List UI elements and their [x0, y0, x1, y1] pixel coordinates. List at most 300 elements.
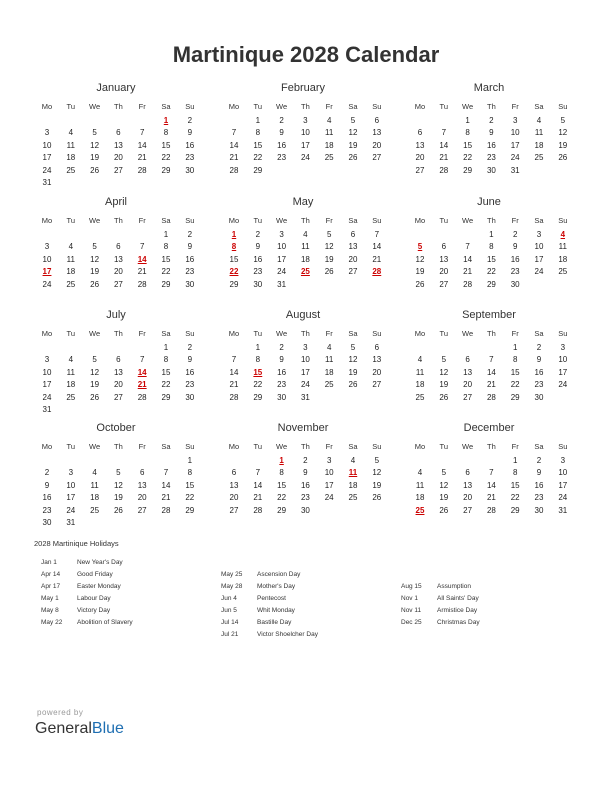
day-cell: 13 [372, 128, 382, 138]
day-cell: 15 [463, 140, 473, 150]
day-cell: 7 [231, 128, 237, 138]
day-cell: 6 [417, 128, 423, 138]
weekday-label: Th [301, 102, 310, 111]
day-cell: 10 [42, 140, 52, 150]
weekday-label: Sa [534, 442, 544, 451]
day-cell: 10 [300, 355, 310, 365]
weekday-label: Fr [325, 329, 333, 338]
day-cell: 18 [66, 153, 76, 163]
day-cell: 22 [161, 267, 171, 277]
weekday-label: Su [372, 102, 382, 111]
day-cell: 12 [113, 480, 123, 490]
day-cell: 21 [137, 267, 147, 277]
day-cell: 1 [255, 116, 261, 125]
day-cell: 9 [279, 355, 284, 365]
day-cell: 15 [486, 254, 496, 264]
day-cell: 24 [534, 267, 544, 277]
day-cell: 20 [415, 153, 425, 163]
day-cell: 19 [90, 380, 100, 390]
month-name: August [285, 309, 321, 321]
day-cell: 25 [324, 380, 334, 390]
holiday-date: Jan 1 [41, 559, 57, 566]
day-cell: 14 [229, 367, 239, 377]
day-cell: 19 [415, 267, 425, 277]
weekday-label: We [276, 102, 288, 111]
day-cell: 6 [116, 355, 121, 365]
day-cell: 9 [512, 242, 518, 252]
day-cell: 29 [253, 165, 263, 175]
day-cell: 16 [277, 140, 287, 150]
holiday-day-cell: 5 [417, 242, 423, 252]
day-cell: 13 [415, 140, 425, 150]
weekday-label: Sa [534, 102, 544, 111]
weekday-label: Fr [511, 329, 519, 338]
day-cell: 12 [90, 367, 100, 377]
weekday-label: Sa [161, 329, 171, 338]
weekday-label: Sa [161, 216, 171, 225]
day-cell: 27 [229, 505, 239, 515]
day-cell: 3 [303, 343, 308, 352]
holiday-date: May 1 [41, 595, 59, 602]
day-cell: 23 [185, 153, 195, 163]
weekday-label: We [276, 329, 288, 338]
day-cell: 26 [90, 392, 100, 402]
day-cell: 7 [489, 355, 494, 365]
day-cell: 2 [255, 230, 261, 239]
weekday-label: Sa [348, 102, 358, 111]
weekday-label: Tu [66, 329, 76, 338]
day-cell: 15 [161, 254, 171, 264]
day-cell: 17 [558, 367, 568, 377]
day-cell: 6 [116, 128, 121, 138]
day-cell: 31 [510, 165, 520, 175]
day-cell: 19 [90, 267, 100, 277]
day-cell: 26 [348, 380, 358, 390]
day-cell: 19 [324, 254, 334, 264]
holiday-name: Victory Day [77, 607, 111, 614]
weekday-label: Th [114, 216, 123, 225]
holiday-date: May 8 [41, 607, 59, 614]
day-cell: 5 [441, 355, 447, 365]
weekday-label: Sa [534, 216, 544, 225]
day-cell: 27 [137, 505, 147, 515]
day-cell: 2 [536, 343, 542, 352]
day-cell: 2 [44, 468, 50, 478]
weekday-label: Tu [253, 216, 263, 225]
day-cell: 19 [439, 380, 449, 390]
weekday-label: Mo [41, 442, 53, 451]
holiday-day-cell: 22 [229, 267, 239, 277]
month-name: June [477, 196, 501, 208]
day-cell: 31 [558, 505, 568, 515]
day-cell: 4 [326, 343, 332, 352]
day-cell: 12 [439, 367, 449, 377]
day-cell: 13 [229, 480, 239, 490]
weekday-label: Th [114, 442, 123, 451]
holiday-day-cell: 14 [137, 367, 147, 377]
day-cell: 11 [325, 128, 334, 138]
day-cell: 13 [463, 367, 473, 377]
day-cell: 29 [161, 392, 171, 402]
brand-logo[interactable] [35, 720, 124, 738]
day-cell: 1 [489, 230, 494, 239]
day-cell: 8 [465, 128, 470, 138]
day-cell: 2 [489, 116, 494, 125]
holiday-name: New Year's Day [77, 559, 123, 566]
day-cell: 4 [68, 128, 74, 138]
day-cell: 28 [439, 165, 449, 175]
day-cell: 6 [139, 468, 145, 478]
day-cell: 30 [253, 279, 263, 289]
day-cell: 27 [372, 153, 382, 163]
day-cell: 14 [439, 140, 449, 150]
holiday-day-cell: 15 [253, 367, 263, 377]
holiday-day-cell: 17 [42, 267, 52, 277]
day-cell: 11 [325, 355, 334, 365]
day-cell: 5 [116, 468, 121, 478]
day-cell: 8 [512, 468, 518, 478]
day-cell: 7 [139, 242, 145, 252]
day-cell: 16 [185, 254, 195, 264]
day-cell: 26 [372, 493, 382, 503]
day-cell: 23 [277, 153, 287, 163]
day-cell: 29 [161, 165, 171, 175]
weekday-label: Sa [161, 442, 171, 451]
day-cell: 5 [441, 468, 447, 478]
weekday-label: Fr [138, 102, 146, 111]
day-cell: 6 [441, 242, 447, 252]
day-cell: 3 [560, 343, 566, 352]
weekday-label: Fr [138, 216, 146, 225]
day-cell: 18 [534, 140, 544, 150]
day-cell: 24 [324, 493, 334, 503]
day-cell: 1 [163, 343, 169, 352]
weekday-label: Th [487, 442, 496, 451]
day-cell: 20 [137, 493, 147, 503]
weekday-label: Fr [325, 102, 333, 111]
day-cell: 1 [465, 116, 470, 125]
day-cell: 22 [253, 153, 263, 163]
day-cell: 28 [253, 505, 263, 515]
day-cell: 16 [300, 480, 310, 490]
weekday-label: Mo [228, 442, 240, 451]
holiday-name: Easter Monday [77, 583, 121, 590]
day-cell: 21 [229, 380, 239, 390]
day-cell: 20 [113, 153, 123, 163]
holiday-day-cell: 4 [560, 230, 566, 239]
day-cell: 20 [113, 267, 123, 277]
weekday-label: Su [185, 329, 195, 338]
day-cell: 18 [415, 493, 425, 503]
day-cell: 28 [137, 279, 147, 289]
holiday-name: Armistice Day [437, 607, 478, 614]
day-cell: 20 [439, 267, 449, 277]
day-cell: 16 [486, 140, 496, 150]
day-cell: 21 [463, 267, 473, 277]
holiday-day-cell: 1 [231, 230, 237, 239]
holiday-date: Nov 11 [401, 607, 422, 614]
weekday-label: Tu [439, 102, 449, 111]
day-cell: 15 [161, 140, 171, 150]
holiday-name: All Saints' Day [437, 595, 479, 602]
day-cell: 16 [253, 254, 263, 264]
weekday-label: Tu [439, 329, 449, 338]
day-cell: 31 [277, 279, 287, 289]
day-cell: 9 [536, 355, 542, 365]
day-cell: 29 [510, 392, 520, 402]
weekday-label: Mo [41, 329, 53, 338]
holiday-name: Good Friday [77, 571, 113, 578]
holiday-name: Christmas Day [437, 619, 480, 626]
holiday-date: Jul 14 [221, 619, 239, 626]
day-cell: 23 [486, 153, 496, 163]
day-cell: 17 [66, 493, 76, 503]
holiday-date: May 28 [221, 583, 243, 590]
day-cell: 6 [374, 343, 380, 352]
month-name: November [277, 422, 329, 434]
day-cell: 7 [489, 468, 494, 478]
weekday-label: We [276, 442, 288, 451]
day-cell: 12 [372, 468, 382, 478]
weekday-label: Th [301, 216, 310, 225]
day-cell: 18 [348, 480, 358, 490]
day-cell: 26 [113, 505, 123, 515]
holiday-day-cell: 8 [231, 242, 237, 252]
day-cell: 31 [42, 178, 52, 187]
weekday-label: Sa [348, 329, 358, 338]
day-cell: 17 [558, 480, 568, 490]
day-cell: 27 [463, 505, 473, 515]
day-cell: 18 [300, 254, 310, 264]
day-cell: 22 [253, 380, 263, 390]
weekday-label: Tu [439, 442, 449, 451]
day-cell: 10 [558, 355, 568, 365]
day-cell: 26 [439, 505, 449, 515]
day-cell: 16 [42, 493, 52, 503]
day-cell: 13 [113, 254, 123, 264]
day-cell: 27 [463, 392, 473, 402]
day-cell: 20 [372, 367, 382, 377]
holiday-name: Victor Shoelcher Day [257, 631, 318, 638]
holiday-date: Jul 21 [221, 631, 239, 638]
day-cell: 10 [42, 367, 52, 377]
day-cell: 8 [255, 355, 261, 365]
day-cell: 28 [463, 279, 473, 289]
day-cell: 19 [372, 480, 382, 490]
holiday-day-cell: 28 [372, 267, 382, 277]
day-cell: 20 [372, 140, 382, 150]
day-cell: 4 [417, 468, 423, 478]
day-cell: 27 [348, 267, 358, 277]
day-cell: 3 [560, 456, 566, 465]
day-cell: 6 [116, 242, 121, 252]
day-cell: 9 [187, 242, 193, 252]
day-cell: 20 [113, 380, 123, 390]
day-cell: 20 [348, 254, 358, 264]
day-cell: 24 [277, 267, 287, 277]
day-cell: 14 [137, 140, 147, 150]
day-cell: 2 [536, 456, 542, 465]
day-cell: 29 [161, 279, 171, 289]
day-cell: 24 [558, 380, 568, 390]
holiday-name: Whit Monday [257, 607, 295, 614]
day-cell: 28 [229, 392, 239, 402]
day-cell: 3 [68, 468, 74, 478]
day-cell: 26 [558, 153, 568, 163]
day-cell: 22 [161, 380, 171, 390]
day-cell: 25 [66, 392, 76, 402]
day-cell: 9 [255, 242, 261, 252]
day-cell: 6 [465, 355, 470, 365]
day-cell: 13 [372, 355, 382, 365]
day-cell: 10 [66, 480, 76, 490]
weekday-label: We [462, 329, 474, 338]
day-cell: 12 [348, 355, 358, 365]
holiday-name: Pentecost [257, 595, 286, 602]
weekday-label: Mo [41, 102, 53, 111]
day-cell: 24 [42, 392, 52, 402]
day-cell: 12 [348, 128, 358, 138]
day-cell: 13 [463, 480, 473, 490]
day-cell: 23 [277, 380, 287, 390]
day-cell: 22 [277, 493, 287, 503]
day-cell: 29 [185, 505, 195, 515]
weekday-label: Fr [325, 442, 333, 451]
day-cell: 9 [536, 468, 542, 478]
weekday-label: Sa [348, 442, 358, 451]
day-cell: 23 [534, 380, 544, 390]
holiday-day-cell: 14 [137, 254, 147, 264]
day-cell: 30 [185, 392, 195, 402]
weekday-label: Fr [511, 442, 519, 451]
day-cell: 7 [374, 230, 380, 239]
day-cell: 28 [486, 505, 496, 515]
day-cell: 4 [536, 116, 542, 125]
day-cell: 14 [372, 242, 382, 252]
day-cell: 25 [90, 505, 100, 515]
brand-general: General [35, 720, 92, 737]
day-cell: 7 [255, 468, 261, 478]
day-cell: 8 [489, 242, 494, 252]
weekday-label: Su [558, 102, 568, 111]
day-cell: 17 [42, 153, 52, 163]
weekday-label: Mo [41, 216, 53, 225]
day-cell: 22 [510, 380, 520, 390]
day-cell: 23 [185, 380, 195, 390]
day-cell: 19 [348, 140, 358, 150]
weekday-label: Th [487, 216, 496, 225]
day-cell: 7 [139, 128, 145, 138]
weekday-label: Fr [511, 102, 519, 111]
day-cell: 12 [324, 242, 334, 252]
day-cell: 3 [44, 128, 50, 138]
powered-by-text: powered by [37, 708, 84, 717]
day-cell: 23 [510, 267, 520, 277]
day-cell: 30 [185, 279, 195, 289]
day-cell: 17 [300, 367, 310, 377]
day-cell: 19 [90, 153, 100, 163]
day-cell: 9 [187, 355, 193, 365]
day-cell: 10 [42, 254, 52, 264]
day-cell: 26 [90, 165, 100, 175]
holiday-name: Bastille Day [257, 619, 292, 626]
weekday-label: Mo [228, 102, 240, 111]
day-cell: 24 [558, 493, 568, 503]
day-cell: 1 [512, 343, 518, 352]
day-cell: 4 [68, 355, 74, 365]
weekday-label: Su [372, 442, 382, 451]
day-cell: 7 [163, 468, 169, 478]
holiday-date: Aug 15 [401, 583, 422, 590]
weekday-label: Sa [161, 102, 171, 111]
day-cell: 21 [161, 493, 171, 503]
weekday-label: Mo [414, 329, 426, 338]
day-cell: 29 [277, 505, 287, 515]
holiday-date: May 25 [221, 571, 243, 578]
day-cell: 11 [301, 242, 310, 252]
weekday-label: Tu [253, 329, 263, 338]
weekday-label: Mo [228, 329, 240, 338]
weekday-label: We [89, 102, 101, 111]
day-cell: 18 [415, 380, 425, 390]
day-cell: 7 [465, 242, 470, 252]
holiday-date: Apr 17 [41, 583, 61, 590]
day-cell: 9 [44, 480, 50, 490]
day-cell: 30 [534, 505, 544, 515]
weekday-label: Su [185, 102, 195, 111]
weekday-label: Tu [66, 216, 76, 225]
day-cell: 14 [229, 140, 239, 150]
day-cell: 5 [326, 230, 332, 239]
weekday-label: Su [372, 329, 382, 338]
day-cell: 4 [417, 355, 423, 365]
day-cell: 9 [303, 468, 308, 478]
day-cell: 8 [255, 128, 261, 138]
day-cell: 1 [163, 230, 169, 239]
day-cell: 14 [486, 480, 496, 490]
day-cell: 25 [348, 493, 358, 503]
day-cell: 8 [163, 242, 169, 252]
day-cell: 18 [324, 367, 334, 377]
weekday-label: Mo [228, 216, 240, 225]
weekday-label: Fr [511, 216, 519, 225]
weekday-label: Su [558, 329, 568, 338]
day-cell: 30 [277, 392, 287, 402]
day-cell: 15 [510, 367, 520, 377]
day-cell: 26 [90, 279, 100, 289]
day-cell: 9 [489, 128, 494, 138]
weekday-label: We [462, 442, 474, 451]
holiday-name: Ascension Day [257, 571, 301, 578]
day-cell: 24 [66, 505, 76, 515]
day-cell: 16 [534, 480, 544, 490]
day-cell: 3 [44, 355, 50, 365]
weekday-label: Su [185, 442, 195, 451]
day-cell: 4 [350, 456, 356, 465]
month-name: May [292, 196, 314, 208]
day-cell: 14 [463, 254, 473, 264]
month-name: April [104, 196, 127, 208]
day-cell: 3 [512, 116, 518, 125]
day-cell: 25 [66, 165, 76, 175]
day-cell: 1 [187, 456, 193, 465]
day-cell: 20 [229, 493, 239, 503]
day-cell: 1 [512, 456, 518, 465]
day-cell: 8 [163, 128, 169, 138]
weekday-label: Th [487, 329, 496, 338]
day-cell: 18 [324, 140, 334, 150]
day-cell: 29 [486, 279, 496, 289]
